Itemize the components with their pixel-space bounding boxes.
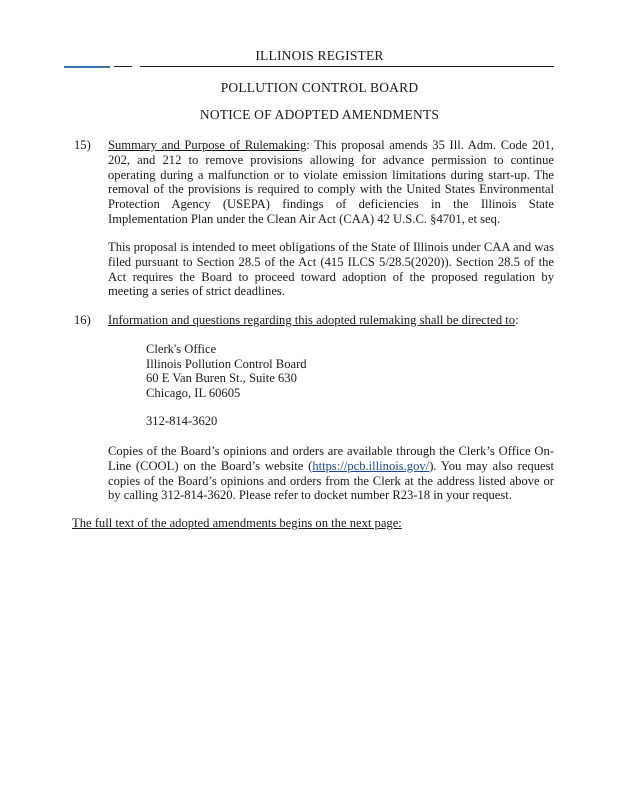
- header-rule: [140, 66, 554, 67]
- address-line-1: Clerk's Office: [146, 342, 217, 356]
- address-line-3: 60 E Van Buren St., Suite 630: [146, 371, 297, 386]
- section-15-body: : This proposal amends 35 Ill. Adm. Code 201, 202, and 212 to remove provisions allowing for advance permission to continue operating during a malfunction or to violate emission limitations during start-up. The removal of the provisions is required to comply with the United States Environmental Protection Agency (USEPA) findings of deficiencies in the Illinois State Implementation Plan under the Clean Air Act (CAA) 42 U.S.C. §4701, et seq.: [108, 138, 554, 226]
- section-15-paragraph-2: This proposal is intended to meet obligations of the State of Illinois under CAA and was filed pursuant to Section 28.5 of the Act (415 ILCS 5/28.5(2020)). Section 28.5 of the Act requires the Board to proceed toward adoption of the proposed regulation by meeting a series of strict deadlines.: [108, 240, 554, 299]
- board-title: POLLUTION CONTROL BOARD: [220, 80, 419, 95]
- pcb-website-link[interactable]: https://pcb.illinois.gov/: [312, 458, 430, 473]
- section-15-number: 15): [74, 138, 91, 152]
- address-line-4: Chicago, IL 60605: [146, 385, 241, 400]
- clerk-phone: 312-814-3620: [146, 414, 218, 428]
- address-line-2: Illinois Pollution Control Board: [146, 356, 307, 371]
- clerk-address-block: [146, 342, 307, 400]
- section-16-heading-colon: :: [515, 313, 519, 327]
- section-16-heading: Information and questions regarding this adopted rulemaking shall be directed to: [108, 313, 516, 327]
- copies-text-2: ). You may also request copies of the Board’s opinions and orders from the Clerk at the address listed above or by calling 312-814-3620. Please refer to docket number R23-18 in your request.: [108, 458, 554, 503]
- register-title: ILLINOIS REGISTER: [255, 48, 384, 63]
- header-rule-short: [114, 66, 132, 67]
- section-16-heading-line: [108, 313, 554, 328]
- section-15-summary: [108, 138, 554, 227]
- copies-text-1: Copies of the Board’s opinions and orders are available through the Clerk’s Office On-Line (COOL) on the Board’s website (: [108, 444, 554, 473]
- header-rule-accent: [64, 66, 110, 68]
- section-16-number: 16): [74, 313, 91, 327]
- notice-title: NOTICE OF ADOPTED AMENDMENTS: [199, 107, 440, 122]
- copies-paragraph: [108, 444, 554, 503]
- section-15-heading: Summary and Purpose of Rulemaking: [108, 138, 307, 152]
- full-text-notice: The full text of the adopted amendments begins on the next page:: [72, 516, 402, 530]
